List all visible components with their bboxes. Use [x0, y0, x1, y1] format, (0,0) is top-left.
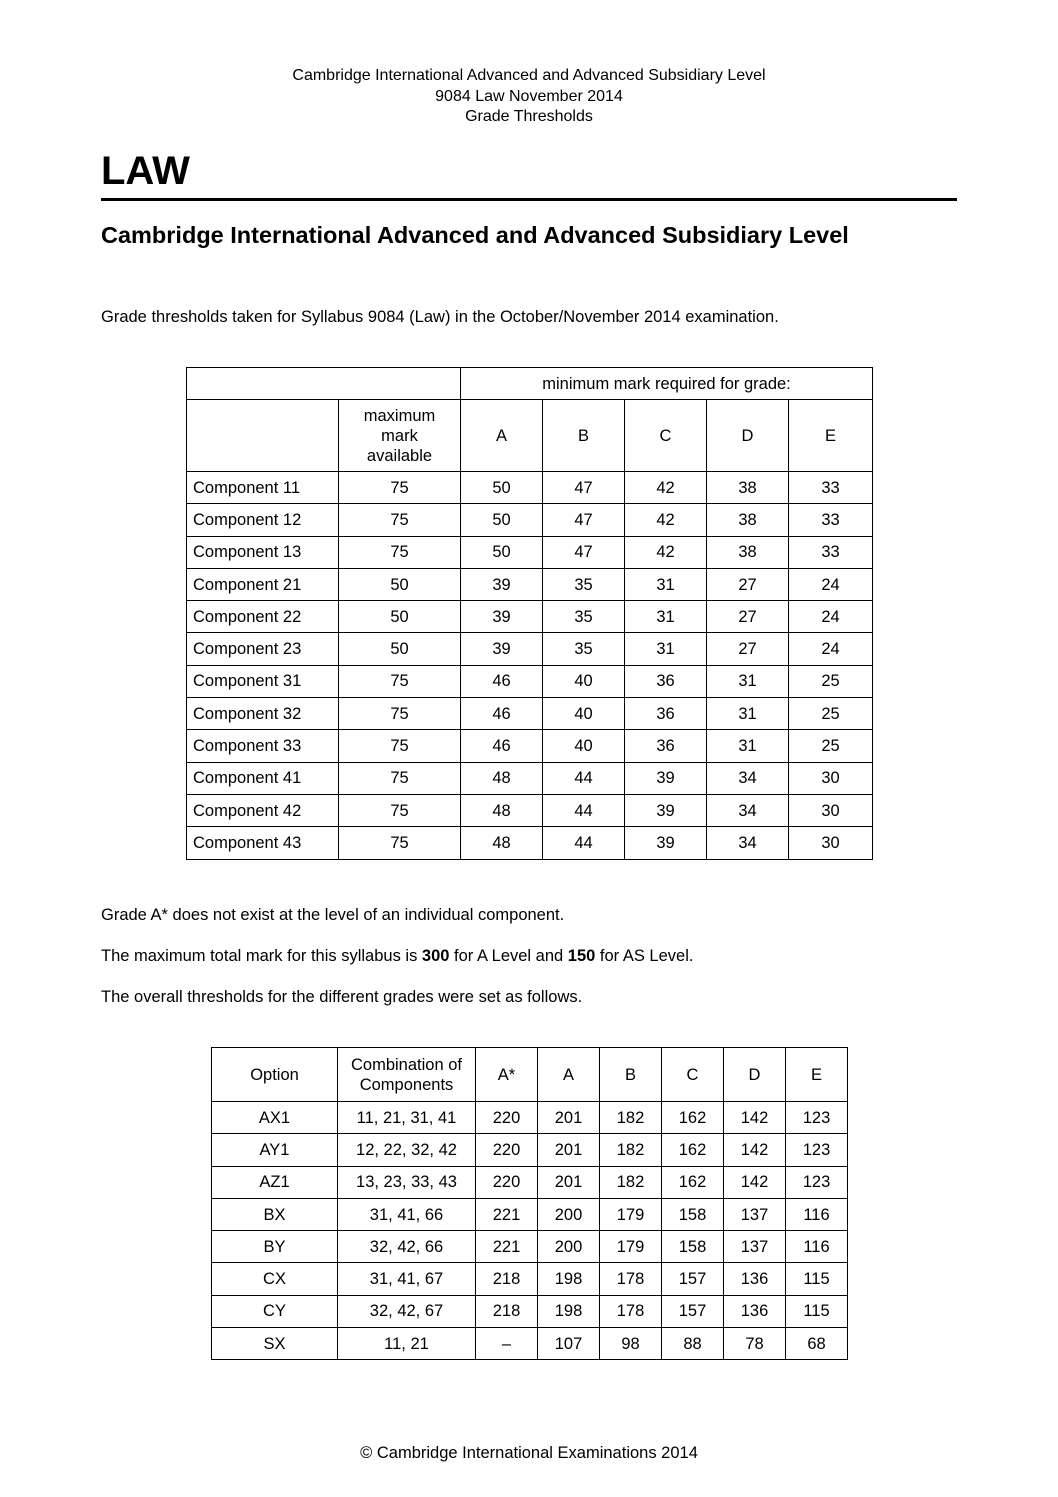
max-mark-cell: 75	[339, 536, 461, 568]
grade-threshold-cell: 35	[543, 568, 625, 600]
grade-threshold-cell: 42	[625, 504, 707, 536]
table-row	[212, 1263, 848, 1295]
option-cell: BX	[212, 1198, 338, 1230]
table-row	[212, 1198, 848, 1230]
as-level-total: 150	[567, 947, 596, 965]
grade-threshold-cell: 38	[707, 504, 789, 536]
combination-header: Combination of Components	[338, 1048, 476, 1102]
table-row	[212, 1134, 848, 1166]
grade-threshold-cell: 200	[538, 1231, 600, 1263]
grade-threshold-cell: 107	[538, 1328, 600, 1360]
grade-threshold-cell: 39	[625, 762, 707, 794]
table-row	[187, 568, 873, 600]
grade-threshold-cell: 198	[538, 1295, 600, 1327]
max-mark-cell: 50	[339, 568, 461, 600]
component-name-cell: Component 11	[187, 472, 339, 504]
grade-threshold-cell: 48	[461, 762, 543, 794]
grade-threshold-cell: 162	[662, 1166, 724, 1198]
grade-threshold-cell: 157	[662, 1263, 724, 1295]
max-total-note	[101, 946, 693, 966]
grade-header: E	[786, 1048, 848, 1102]
option-rows	[212, 1102, 848, 1360]
grade-threshold-cell: 24	[789, 633, 873, 665]
table-row	[212, 1102, 848, 1134]
grade-threshold-cell: 46	[461, 730, 543, 762]
grade-threshold-cell: 30	[789, 827, 873, 859]
table-row	[187, 698, 873, 730]
overall-intro: The overall thresholds for the different grades were set as follows.	[101, 988, 583, 1006]
grade-threshold-cell: 38	[707, 472, 789, 504]
option-cell: CX	[212, 1263, 338, 1295]
grade-threshold-cell: 142	[724, 1166, 786, 1198]
combination-cell: 31, 41, 66	[338, 1198, 476, 1230]
table-row	[187, 601, 873, 633]
grade-threshold-cell: 35	[543, 601, 625, 633]
grade-threshold-cell: 137	[724, 1231, 786, 1263]
max-total-middle: for A Level and	[449, 947, 568, 965]
component-name-cell: Component 23	[187, 633, 339, 665]
grade-threshold-cell: 33	[789, 504, 873, 536]
max-mark-cell: 75	[339, 504, 461, 536]
grade-threshold-cell: 27	[707, 601, 789, 633]
grade-threshold-cell: 46	[461, 665, 543, 697]
grade-threshold-cell: 40	[543, 698, 625, 730]
grade-threshold-cell: 123	[786, 1102, 848, 1134]
table-row	[212, 1231, 848, 1263]
grade-threshold-cell: 48	[461, 794, 543, 826]
grade-threshold-cell: 158	[662, 1231, 724, 1263]
option-cell: BY	[212, 1231, 338, 1263]
component-name-cell: Component 42	[187, 794, 339, 826]
grade-threshold-cell: 44	[543, 762, 625, 794]
table-row	[212, 1295, 848, 1327]
grade-threshold-cell: 27	[707, 633, 789, 665]
component-name-cell: Component 31	[187, 665, 339, 697]
grade-threshold-cell: 38	[707, 536, 789, 568]
combination-cell: 12, 22, 32, 42	[338, 1134, 476, 1166]
blank-header-cell	[187, 368, 461, 400]
max-mark-cell: 75	[339, 762, 461, 794]
grade-threshold-cell: 24	[789, 601, 873, 633]
grade-threshold-cell: 36	[625, 698, 707, 730]
grade-threshold-cell: 25	[789, 730, 873, 762]
grade-threshold-cell: 42	[625, 536, 707, 568]
grade-threshold-cell: 31	[707, 665, 789, 697]
grade-threshold-cell: 24	[789, 568, 873, 600]
component-name-cell: Component 13	[187, 536, 339, 568]
grade-threshold-cell: 35	[543, 633, 625, 665]
max-mark-cell: 75	[339, 472, 461, 504]
grade-threshold-cell: 40	[543, 665, 625, 697]
blank-header-cell	[187, 400, 339, 472]
copyright-footer: © Cambridge International Examinations 2014	[360, 1444, 698, 1462]
grade-threshold-cell: 220	[476, 1102, 538, 1134]
grade-threshold-cell: 33	[789, 472, 873, 504]
component-name-cell: Component 21	[187, 568, 339, 600]
grade-threshold-cell: 39	[625, 794, 707, 826]
grade-threshold-cell: –	[476, 1328, 538, 1360]
astar-note: Grade A* does not exist at the level of an individual component.	[101, 906, 565, 924]
grade-threshold-cell: 198	[538, 1263, 600, 1295]
grade-threshold-cell: 142	[724, 1102, 786, 1134]
header-line-2: 9084 Law November 2014	[435, 87, 623, 105]
max-mark-header: maximum mark available	[339, 400, 461, 472]
combination-cell: 32, 42, 66	[338, 1231, 476, 1263]
max-mark-cell: 75	[339, 827, 461, 859]
header-line-3: Grade Thresholds	[465, 108, 593, 125]
table-row	[187, 665, 873, 697]
component-thresholds-table	[186, 367, 873, 860]
option-cell: AY1	[212, 1134, 338, 1166]
grade-threshold-cell: 201	[538, 1102, 600, 1134]
grade-threshold-cell: 179	[600, 1231, 662, 1263]
grade-threshold-cell: 42	[625, 472, 707, 504]
grade-threshold-cell: 162	[662, 1102, 724, 1134]
table-row	[187, 633, 873, 665]
grade-threshold-cell: 39	[461, 568, 543, 600]
grade-threshold-cell: 221	[476, 1198, 538, 1230]
max-mark-cell: 75	[339, 794, 461, 826]
grade-threshold-cell: 47	[543, 504, 625, 536]
option-cell: SX	[212, 1328, 338, 1360]
grade-threshold-cell: 123	[786, 1134, 848, 1166]
grade-threshold-cell: 142	[724, 1134, 786, 1166]
component-name-cell: Component 12	[187, 504, 339, 536]
grade-header: A*	[476, 1048, 538, 1102]
grade-threshold-cell: 218	[476, 1263, 538, 1295]
component-name-cell: Component 32	[187, 698, 339, 730]
grade-threshold-cell: 220	[476, 1134, 538, 1166]
grade-threshold-cell: 115	[786, 1295, 848, 1327]
grade-threshold-cell: 50	[461, 536, 543, 568]
grade-header: C	[662, 1048, 724, 1102]
grade-threshold-cell: 136	[724, 1263, 786, 1295]
grade-threshold-cell: 46	[461, 698, 543, 730]
grade-threshold-cell: 116	[786, 1231, 848, 1263]
header-line-1: Cambridge International Advanced and Advanced Subsidiary Level	[292, 67, 766, 84]
grade-threshold-cell: 39	[625, 827, 707, 859]
option-cell: AX1	[212, 1102, 338, 1134]
table-row	[187, 536, 873, 568]
grade-threshold-cell: 78	[724, 1328, 786, 1360]
table-row	[187, 762, 873, 794]
grade-threshold-cell: 123	[786, 1166, 848, 1198]
grade-threshold-cell: 137	[724, 1198, 786, 1230]
component-name-cell: Component 43	[187, 827, 339, 859]
grade-threshold-cell: 218	[476, 1295, 538, 1327]
combination-cell: 31, 41, 67	[338, 1263, 476, 1295]
table-row	[187, 794, 873, 826]
grade-header: B	[543, 400, 625, 472]
option-cell: AZ1	[212, 1166, 338, 1198]
grade-threshold-cell: 88	[662, 1328, 724, 1360]
max-total-prefix: The maximum total mark for this syllabus is	[101, 947, 422, 965]
grade-threshold-cell: 31	[707, 698, 789, 730]
combination-cell: 13, 23, 33, 43	[338, 1166, 476, 1198]
title-divider	[101, 198, 957, 201]
grade-threshold-cell: 44	[543, 827, 625, 859]
combination-cell: 11, 21, 31, 41	[338, 1102, 476, 1134]
grade-threshold-cell: 39	[461, 633, 543, 665]
grade-threshold-cell: 182	[600, 1166, 662, 1198]
table-row	[187, 827, 873, 859]
grade-threshold-cell: 34	[707, 827, 789, 859]
component-rows	[187, 472, 873, 860]
grade-threshold-cell: 44	[543, 794, 625, 826]
max-total-suffix: for AS Level.	[595, 947, 694, 965]
grade-threshold-cell: 200	[538, 1198, 600, 1230]
grade-threshold-cell: 33	[789, 536, 873, 568]
max-mark-cell: 50	[339, 601, 461, 633]
grade-threshold-cell: 178	[600, 1295, 662, 1327]
grade-threshold-cell: 136	[724, 1295, 786, 1327]
grade-threshold-cell: 34	[707, 762, 789, 794]
max-mark-cell: 75	[339, 698, 461, 730]
grade-threshold-cell: 27	[707, 568, 789, 600]
grade-threshold-cell: 36	[625, 730, 707, 762]
intro-text: Grade thresholds taken for Syllabus 9084 (Law) in the October/November 2014 examination.	[101, 308, 779, 326]
grade-threshold-cell: 182	[600, 1134, 662, 1166]
grade-threshold-cell: 25	[789, 698, 873, 730]
grade-threshold-cell: 68	[786, 1328, 848, 1360]
qualification-title: Cambridge International Advanced and Advanced Subsidiary Level	[101, 222, 849, 248]
component-name-cell: Component 22	[187, 601, 339, 633]
grade-group-header: minimum mark required for grade:	[461, 368, 873, 400]
grade-header: B	[600, 1048, 662, 1102]
grade-threshold-cell: 116	[786, 1198, 848, 1230]
grade-threshold-cell: 201	[538, 1166, 600, 1198]
grade-threshold-cell: 31	[625, 568, 707, 600]
grade-threshold-cell: 47	[543, 536, 625, 568]
component-name-cell: Component 33	[187, 730, 339, 762]
grade-threshold-cell: 31	[707, 730, 789, 762]
grade-header: A	[461, 400, 543, 472]
grade-threshold-cell: 182	[600, 1102, 662, 1134]
max-mark-cell: 75	[339, 730, 461, 762]
grade-threshold-cell: 50	[461, 504, 543, 536]
grade-threshold-cell: 30	[789, 794, 873, 826]
grade-header: C	[625, 400, 707, 472]
grade-threshold-cell: 50	[461, 472, 543, 504]
combination-cell: 11, 21	[338, 1328, 476, 1360]
grade-header: A	[538, 1048, 600, 1102]
option-header: Option	[212, 1048, 338, 1102]
component-name-cell: Component 41	[187, 762, 339, 794]
grade-threshold-cell: 201	[538, 1134, 600, 1166]
grade-threshold-cell: 30	[789, 762, 873, 794]
grade-threshold-cell: 47	[543, 472, 625, 504]
max-mark-cell: 50	[339, 633, 461, 665]
combination-cell: 32, 42, 67	[338, 1295, 476, 1327]
grade-threshold-cell: 39	[461, 601, 543, 633]
a-level-total: 300	[421, 947, 450, 965]
option-thresholds-table	[211, 1047, 848, 1360]
grade-threshold-cell: 31	[625, 601, 707, 633]
table-row	[212, 1166, 848, 1198]
grade-threshold-cell: 48	[461, 827, 543, 859]
grade-threshold-cell: 36	[625, 665, 707, 697]
grade-threshold-cell: 31	[625, 633, 707, 665]
table-row	[187, 472, 873, 504]
table-row	[212, 1328, 848, 1360]
grade-threshold-cell: 98	[600, 1328, 662, 1360]
table-row	[187, 730, 873, 762]
grade-header: D	[724, 1048, 786, 1102]
grade-threshold-cell: 162	[662, 1134, 724, 1166]
grade-threshold-cell: 115	[786, 1263, 848, 1295]
grade-threshold-cell: 40	[543, 730, 625, 762]
max-mark-cell: 75	[339, 665, 461, 697]
grade-threshold-cell: 34	[707, 794, 789, 826]
option-cell: CY	[212, 1295, 338, 1327]
grade-threshold-cell: 157	[662, 1295, 724, 1327]
page-header	[0, 66, 1058, 128]
grade-header: D	[707, 400, 789, 472]
grade-threshold-cell: 158	[662, 1198, 724, 1230]
grade-threshold-cell: 25	[789, 665, 873, 697]
table-row	[187, 504, 873, 536]
subject-title: LAW	[101, 149, 190, 193]
grade-header: E	[789, 400, 873, 472]
grade-threshold-cell: 220	[476, 1166, 538, 1198]
grade-threshold-cell: 178	[600, 1263, 662, 1295]
grade-threshold-cell: 179	[600, 1198, 662, 1230]
grade-threshold-cell: 221	[476, 1231, 538, 1263]
